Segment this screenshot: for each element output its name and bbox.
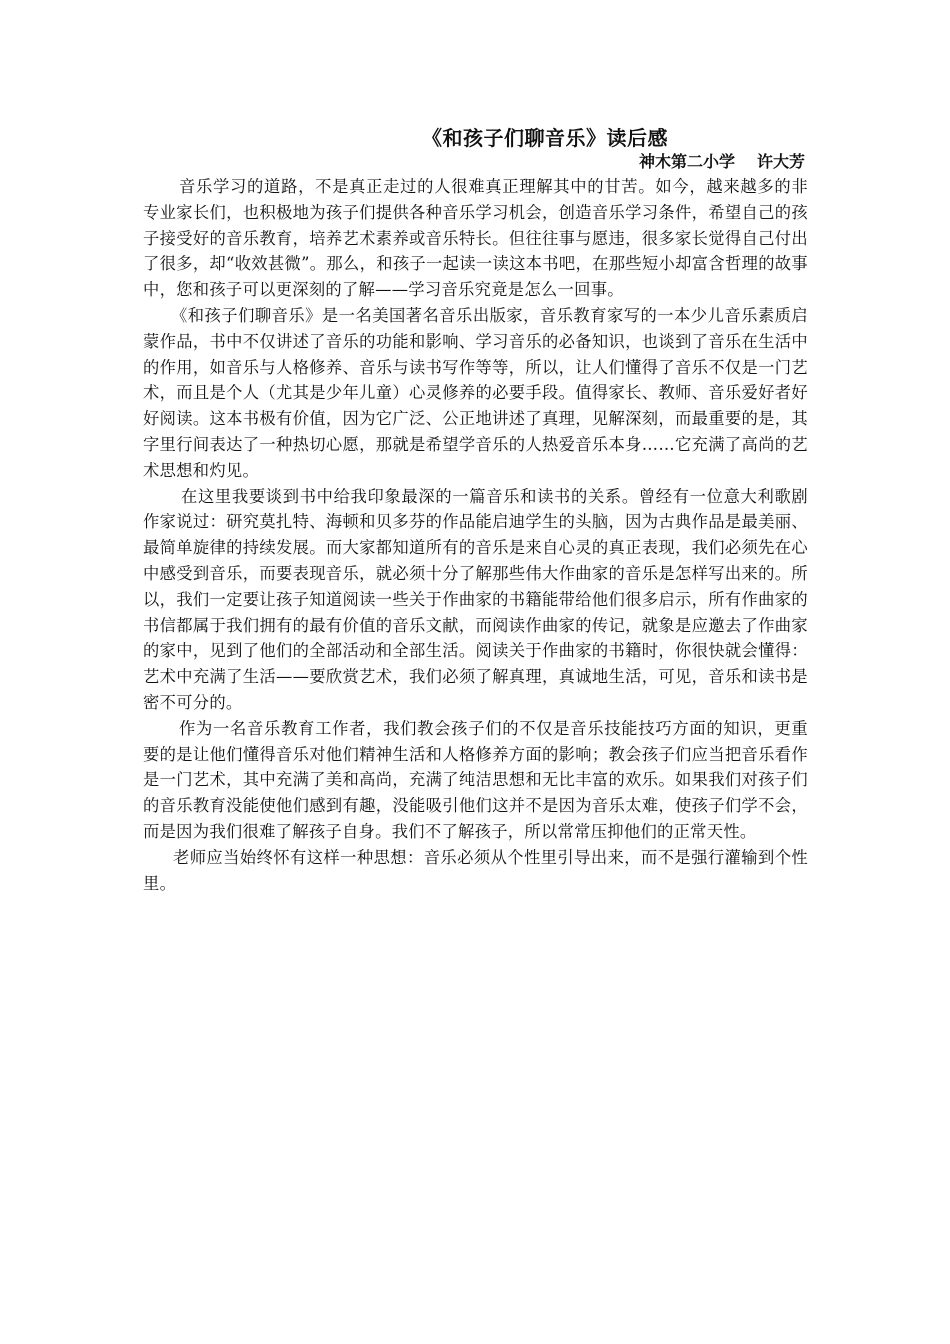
paragraph-2: 《和孩子们聊音乐》是一名美国著名音乐出版家，音乐教育家写的一本少儿音乐素质启蒙作品，书中不仅讲述了音乐的功能和影响、学习音乐的必备知识，也谈到了音乐在生活中的作用，如音乐与人格修养、音乐与读书写作等等，所以，让人们懂得了音乐不仅是一门艺术，而且是个人（尤其是少年儿童）心灵修养的必要手段。值得家长、教师、音乐爱好者好好阅读。这本书极有价值，因为它广泛、公正地讲述了真理，见解深刻，而最重要的是，其字里行间表达了一种热切心愿，那就是希望学音乐的人热爱音乐本身……它充满了高尚的艺术思想和灼见。 [143,305,808,480]
paragraph-5: 老师应当始终怀有这样一种思想：音乐必须从个性里引导出来，而不是强行灌输到个性里。 [143,847,808,893]
author-name: 许大芳 [756,152,805,171]
author-line [600,151,805,173]
author-school: 神木第二小学 [638,152,735,171]
paragraph-4: 作为一名音乐教育工作者，我们教会孩子们的不仅是音乐技能技巧方面的知识，更重要的是让他们懂得音乐对他们精神生活和人格修养方面的影响；教会孩子们应当把音乐看作是一门艺术，其中充满了美和高尚，充满了纯洁思想和无比丰富的欢乐。如果我们对孩子们的音乐教育没能使他们感到有趣，没能吸引他们这并不是因为音乐太难，使孩子们学不会，而是因为我们很难了解孩子自身。我们不了解孩子，所以常常压抑他们的正常天性。 [143,718,808,841]
document-body [143,174,808,896]
paragraph-3: 在这里我要谈到书中给我印象最深的一篇音乐和读书的关系。曾经有一位意大利歌剧作家说过：研究莫扎特、海顿和贝多芬的作品能启迪学生的头脑，因为古典作品是最美丽、最简单旋律的持续发展。而大家都知道所有的音乐是来自心灵的真正表现，我们必须先在心中感受到音乐，而要表现音乐，就必须十分了解那些伟大作曲家的音乐是怎样写出来的。所以，我们一定要让孩子知道阅读一些关于作曲家的书籍能带给他们很多启示，所有作曲家的书信都属于我们拥有的最有价值的音乐文献，而阅读作曲家的传记，就象是应邀去了作曲家的家中，见到了他们的全部活动和全部生活。阅读关于作曲家的书籍时，你很快就会懂得：艺术中充满了生活——要欣赏艺术，我们必须了解真理，真诚地生活，可见，音乐和读书是密不可分的。 [143,486,808,712]
paragraph-1: 音乐学习的道路，不是真正走过的人很难真正理解其中的甘苦。如今，越来越多的非专业家长们，也积极地为孩子们提供各种音乐学习机会，创造音乐学习条件，希望自己的孩子接受好的音乐教育，培养艺术素养或音乐特长。但往往事与愿违，很多家长觉得自己付出了很多，却“收效甚微”。那么，和孩子一起读一读这本书吧，在那些短小却富含哲理的故事中，您和孩子可以更深刻的了解——学习音乐究竟是怎么一回事。 [143,177,808,300]
document-title: 《和孩子们聊音乐》读后感 [422,126,668,150]
